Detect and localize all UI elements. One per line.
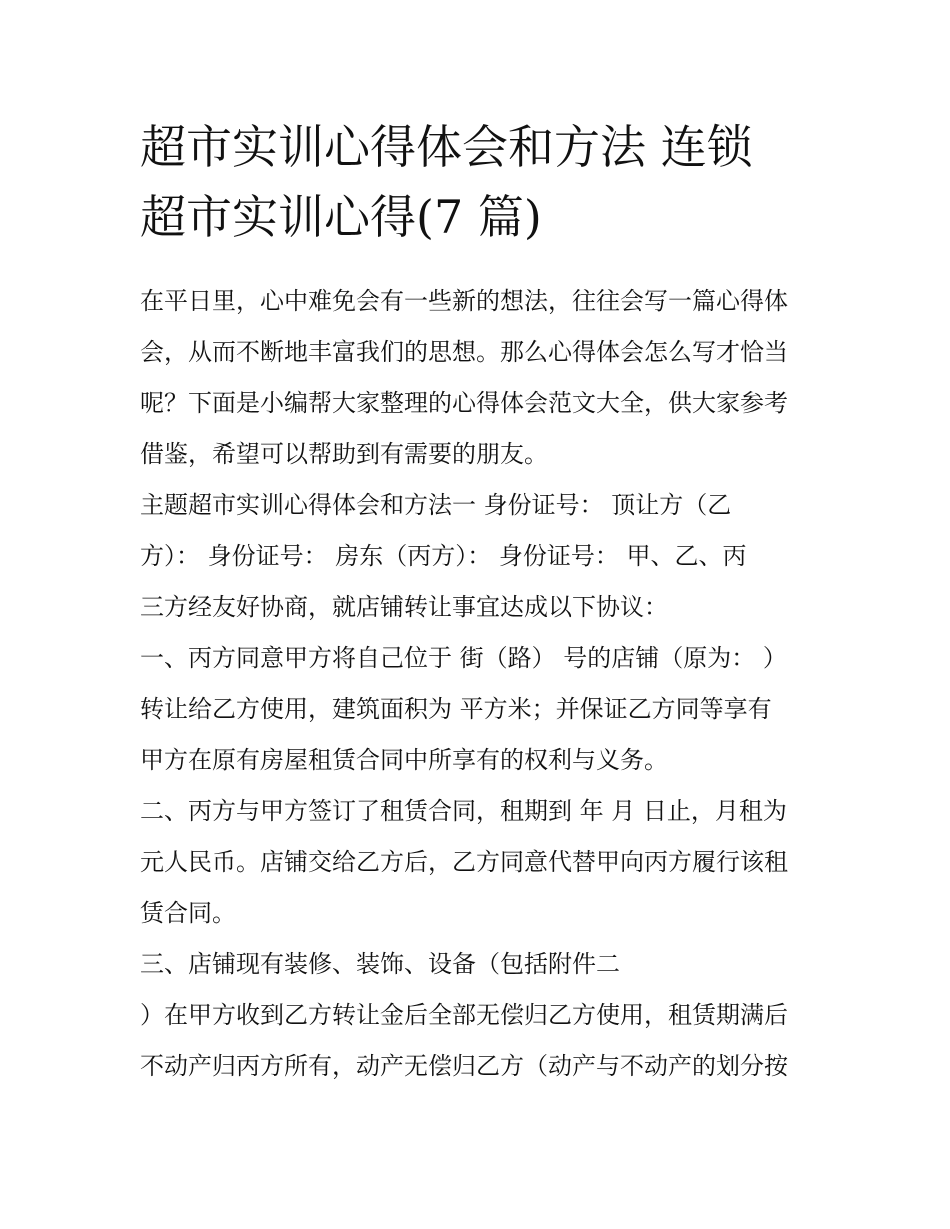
document-body: [140, 276, 830, 1092]
body-line: 一、丙方同意甲方将自己位于 街（路） 号的店铺（原为： ）: [140, 644, 787, 672]
body-line: ）在甲方收到乙方转让金后全部无偿归乙方使用，租赁期满后: [140, 1001, 788, 1029]
title-line: 超市实训心得(7 篇): [140, 190, 542, 244]
body-line: 三、店铺现有装修、装饰、设备（包括附件二: [140, 950, 620, 978]
body-line: 三方经友好协商，就店铺转让事宜达成以下协议：: [140, 593, 668, 621]
body-line: 元人民币。店铺交给乙方后，乙方同意代替甲向丙方履行该租: [140, 848, 788, 876]
body-line: 主题超市实训心得体会和方法一 身份证号： 顶让方（乙: [140, 491, 732, 519]
body-line: 赁合同。: [140, 899, 236, 927]
body-line: 在平日里，心中难免会有一些新的想法，往往会写一篇心得体: [140, 287, 788, 315]
body-line: 二、丙方与甲方签订了租赁合同，租期到 年 月 日止，月租为: [140, 797, 787, 825]
body-line: 甲方在原有房屋租赁合同中所享有的权利与义务。: [140, 746, 668, 774]
body-line: 方）： 身份证号： 房东（丙方）： 身份证号： 甲、乙、丙: [140, 542, 747, 570]
body-line: 借鉴，希望可以帮助到有需要的朋友。: [140, 440, 548, 468]
body-line: 会，从而不断地丰富我们的思想。那么心得体会怎么写才恰当: [140, 338, 788, 366]
body-line: 不动产归丙方所有，动产无偿归乙方（动产与不动产的划分按: [140, 1052, 788, 1080]
title-line: 超市实训心得体会和方法 连锁: [140, 120, 753, 174]
body-line: 呢？下面是小编帮大家整理的心得体会范文大全，供大家参考: [140, 389, 788, 417]
document-title: [140, 112, 820, 252]
body-line: 转让给乙方使用，建筑面积为 平方米；并保证乙方同等享有: [140, 695, 772, 723]
